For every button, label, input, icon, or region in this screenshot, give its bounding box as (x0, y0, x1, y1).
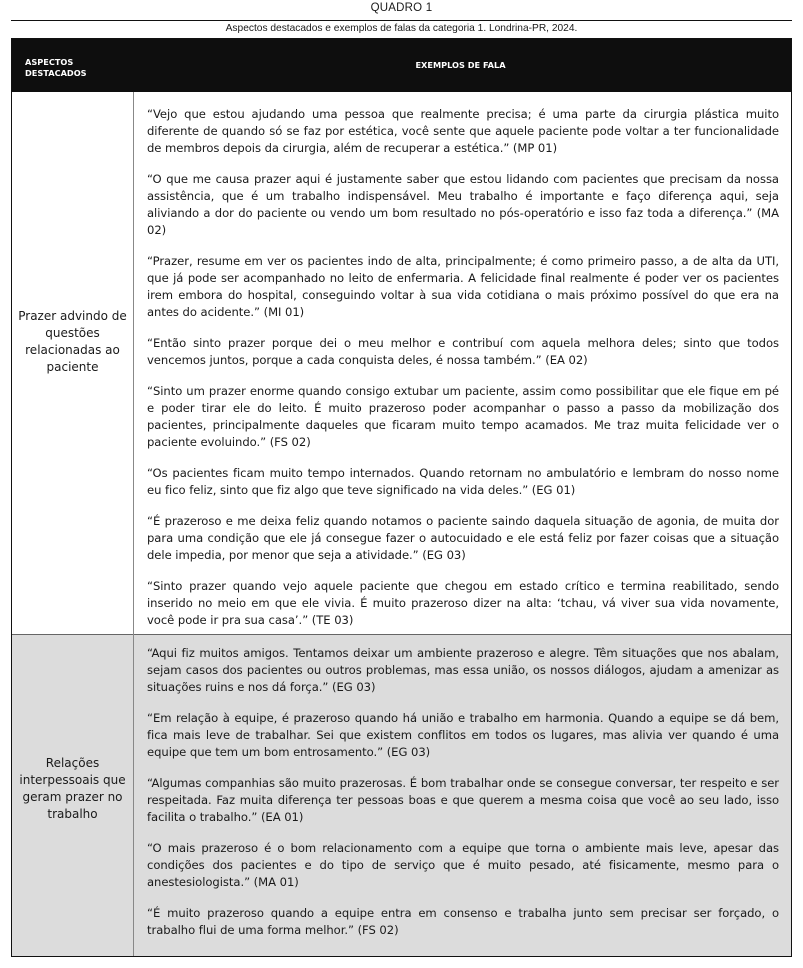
quote-text: “Então sinto prazer porque dei o meu melhor e contribuí com aquela melhora deles; sinto que todos vencemos juntos, porque a cada conquista deles, é nossa também.” (EA 02) (147, 336, 779, 367)
quote-text: “Vejo que estou ajudando uma pessoa que realmente precisa; é uma parte da cirurgia plástica muito diferente de quando só se faz por estética, você sente que aquele paciente pode voltar a ter funcionalidade de membros depois da cirurgia, além de recuperar a estética.” (MP 01) (147, 107, 779, 155)
table-row (12, 92, 791, 634)
quote-text: “É prazeroso e me deixa feliz quando notamos o paciente saindo daquela situação de agonia, de muita dor para uma condição que ele já consegue fazer o autocuidado e ele está feliz por fazer coisas que a situação dele impedia, por menor que seja a atividade.” (EG 03) (147, 514, 779, 562)
aspect-cell: Prazer advindo de questões relacionadas ao paciente (18, 309, 127, 374)
quote-text: “O que me causa prazer aqui é justamente saber que estou lidando com pacientes que precisam da nossa assistência, que é um trabalho indispensável. Meu trabalho é importante e faço diferença aqui, seja aliviando a dor do paciente ou vendo um bom resultado no pós-operatório e isso faz toda a diferença.” (MA 02) (147, 172, 779, 237)
top-rule (11, 20, 792, 21)
table-caption: Aspectos destacados e exemplos de falas da categoria 1. Londrina-PR, 2024. (225, 23, 578, 34)
quote-text: “Em relação à equipe, é prazeroso quando há união e trabalho em harmonia. Quando a equipe se dá bem, fica mais leve de trabalhar. Sei que existem conflitos em todos os lugares, mas alivia ver quando é uma equipe que tem um bom entrosamento.” (EG 03) (147, 711, 779, 759)
header-exemplos: EXEMPLOS DE FALA (415, 60, 506, 70)
quotes-cell (147, 645, 779, 939)
quadro-title: QUADRO 1 (370, 2, 433, 14)
quotes-cell (147, 106, 779, 629)
quote-text: “Sinto um prazer enorme quando consigo extubar um paciente, assim como possibilitar que ele fique em pé e poder tirar ele do leito. É muito prazeroso poder acompanhar o passo a passo da mobilização dos pacientes, principalmente daqueles que ficaram muito tempo acamados. Me traz muita felicidade ver o paciente evoluindo.” (FS 02) (147, 384, 779, 449)
column-divider (133, 92, 134, 956)
header-aspectos: ASPECTOS DESTACADOS (25, 57, 87, 78)
quote-text: “É muito prazeroso quando a equipe entra em consenso e trabalha junto sem precisar ser forçado, o trabalho flui de uma forma melhor.” (FS 02) (147, 906, 779, 937)
table-row (12, 634, 791, 956)
quote-text: “O mais prazeroso é o bom relacionamento com a equipe que torna o ambiente mais leve, apesar das condições dos pacientes e do tipo de serviço que é muito pesado, até fisicamente, mesmo para o anestesiologista.” (MA 01) (147, 841, 779, 889)
table-header (12, 39, 791, 92)
quote-text: “Os pacientes ficam muito tempo internados. Quando retornam no ambulatório e lembram do nosso nome eu fico feliz, sinto que fiz algo que teve significado na vida deles.” (EG 01) (147, 466, 779, 497)
quote-text: “Algumas companhias são muito prazerosas. É bom trabalhar onde se consegue conversar, ter respeito e ser respeitada. Faz muita diferença ter pessoas boas e que querem a mesma coisa que você ao seu lado, isso facilita o trabalho.” (EA 01) (147, 776, 779, 824)
aspect-cell: Relações interpessoais que geram prazer no trabalho (19, 756, 126, 821)
quote-text: “Aqui fiz muitos amigos. Tentamos deixar um ambiente prazeroso e alegre. Têm situações que nos abalam, sejam casos dos pacientes ou outros problemas, mas essa união, os nossos diálogos, ajudam a amenizar as situações ruins e nos dá força.” (EG 03) (147, 646, 779, 694)
quote-text: “Prazer, resume em ver os pacientes indo de alta, principalmente; é como primeiro passo, a de alta da UTI, que já pode ser acompanhado no leito de enfermaria. A felicidade final realmente é poder ver os pacientes irem embora do hospital, conseguindo voltar à sua vida cotidiana o mais próximo possível do que era na antes do acidente.” (MI 01) (147, 254, 779, 319)
quotes-table (11, 38, 792, 957)
quote-text: “Sinto prazer quando vejo aquele paciente que chegou em estado crítico e termina reabilitado, sendo inserido no meio em que ele vivia. É muito prazeroso dizer na alta: ‘tchau, vá viver sua vida novamente, você pode ir pra sua casa’.” (TE 03) (147, 579, 779, 627)
